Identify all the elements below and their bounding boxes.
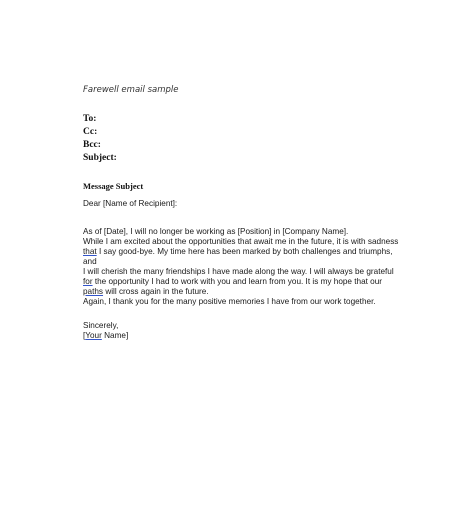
paragraph-line: While I am excited about the opportunities that await me in the future, it is with sadness	[83, 237, 399, 246]
underlined-word-for: for	[83, 277, 93, 286]
message-subject-heading: Message Subject	[83, 181, 144, 191]
closing-line: Sincerely,	[83, 321, 119, 330]
paragraph-line	[83, 277, 382, 287]
greeting-line: Dear [Name of Recipient]:	[83, 199, 178, 208]
paragraph-line-text: the opportunity I had to work with you and learn from you. It is my hope that our	[94, 277, 383, 286]
cc-field-label: Cc:	[83, 127, 98, 137]
paragraph-line: As of [Date], I will no longer be working as [Position] in [Company Name].	[83, 227, 349, 236]
paragraph-line: Again, I thank you for the many positive memories I have from our work together.	[83, 297, 376, 306]
subject-field-label: Subject:	[83, 153, 117, 163]
paragraph-line	[83, 247, 393, 257]
paragraph-line-text: I say good-bye. My time here has been marked by both challenges and triumphs,	[98, 247, 393, 256]
bcc-field-label: Bcc:	[83, 140, 101, 150]
signature-name-placeholder: Name]	[101, 331, 129, 340]
document-title: Farewell email sample	[83, 85, 179, 95]
signature-bracket: [	[83, 331, 86, 340]
underlined-word-that: that	[83, 247, 97, 256]
underlined-word-paths: paths	[83, 287, 104, 296]
paragraph-line: I will cherish the many friendships I have made along the way. I will always be grateful	[83, 267, 394, 276]
to-field-label: To:	[83, 114, 97, 124]
signature-line	[83, 331, 128, 341]
underlined-word-your: Your	[85, 331, 102, 340]
paragraph-line	[83, 287, 209, 297]
paragraph-line: and	[83, 257, 97, 266]
paragraph-line-text: will cross again in the future.	[105, 287, 209, 296]
